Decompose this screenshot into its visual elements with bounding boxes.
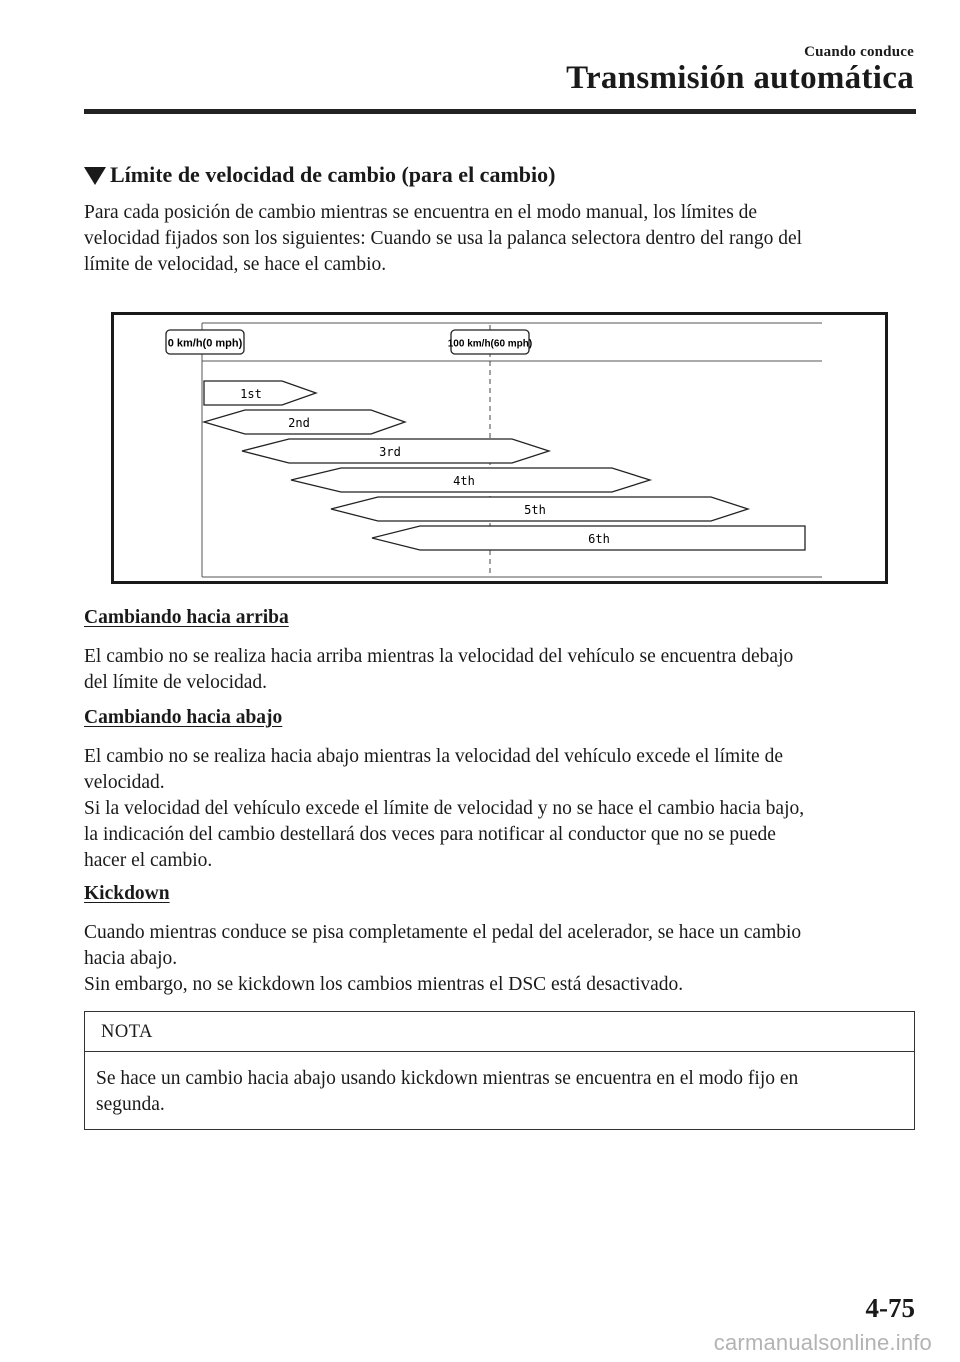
- note-line: Se hace un cambio hacia abajo usando kickdown mientras se encuentra en el modo fijo en: [96, 1068, 799, 1089]
- kickdown-line: hacia abajo.: [84, 948, 178, 969]
- kickdown-line: Cuando mientras conduce se pisa completamente el pedal del acelerador, se hace un cambio: [84, 922, 802, 943]
- downshift-line: Si la velocidad del vehículo excede el límite de velocidad y no se hace el cambio hacia bajo,: [84, 798, 805, 819]
- upshift-heading: Cambiando hacia arriba: [84, 607, 289, 628]
- section-heading: [84, 162, 555, 188]
- note-body: [85, 1052, 914, 1118]
- page-number: 4-75: [865, 1293, 915, 1323]
- gear-label-3rd: 3rd: [379, 445, 401, 459]
- intro-line: Para cada posición de cambio mientras se encuentra en el modo manual, los límites de: [84, 202, 758, 223]
- upshift-line: El cambio no se realiza hacia arriba mientras la velocidad del vehículo se encuentra debajo: [84, 646, 794, 667]
- gear-label-2nd: 2nd: [288, 416, 310, 430]
- scale-label-0: 0 km/h(0 mph): [167, 337, 243, 350]
- downshift-paragraph: [84, 744, 914, 874]
- intro-line: límite de velocidad, se hace el cambio.: [84, 254, 387, 275]
- header-rule: [84, 109, 916, 114]
- downshift-line: la indicación del cambio destellará dos veces para notificar al conductor que no se puede: [84, 824, 776, 845]
- note-heading: NOTA: [85, 1012, 914, 1052]
- note-box: [84, 1011, 915, 1130]
- downshift-line: El cambio no se realiza hacia abajo mientras la velocidad del vehículo excede el límite de: [84, 746, 783, 767]
- intro-line: velocidad fijados son los siguientes: Cuando se usa la palanca selectora dentro del rango del: [84, 228, 803, 249]
- downshift-heading: Cambiando hacia abajo: [84, 707, 283, 728]
- section-title: Límite de velocidad de cambio (para el cambio): [110, 162, 556, 187]
- gear-label-5th: 5th: [524, 503, 546, 517]
- gear-label-4th: 4th: [453, 474, 475, 488]
- kickdown-line: Sin embargo, no se kickdown los cambios mientras el DSC está desactivado.: [84, 974, 684, 995]
- note-line: segunda.: [96, 1094, 165, 1115]
- header-title: Transmisión automática: [566, 60, 914, 96]
- gear-label-6th: 6th: [588, 532, 610, 546]
- header-section-label: Cuando conduce: [804, 44, 914, 60]
- triangle-down-icon: [84, 167, 106, 185]
- scale-label-100: 100 km/h(60 mph): [447, 338, 533, 350]
- upshift-line: del límite de velocidad.: [84, 672, 268, 693]
- downshift-line: hacer el cambio.: [84, 850, 213, 871]
- shift-speed-diagram-svg: [114, 315, 891, 587]
- shift-speed-diagram: [111, 312, 888, 584]
- downshift-line: velocidad.: [84, 772, 165, 793]
- kickdown-paragraph: [84, 920, 914, 998]
- upshift-paragraph: [84, 644, 914, 696]
- intro-paragraph: [84, 200, 914, 278]
- gear-label-1st: 1st: [240, 387, 262, 401]
- kickdown-heading: Kickdown: [84, 883, 170, 904]
- watermark: carmanualsonline.info: [713, 1330, 932, 1355]
